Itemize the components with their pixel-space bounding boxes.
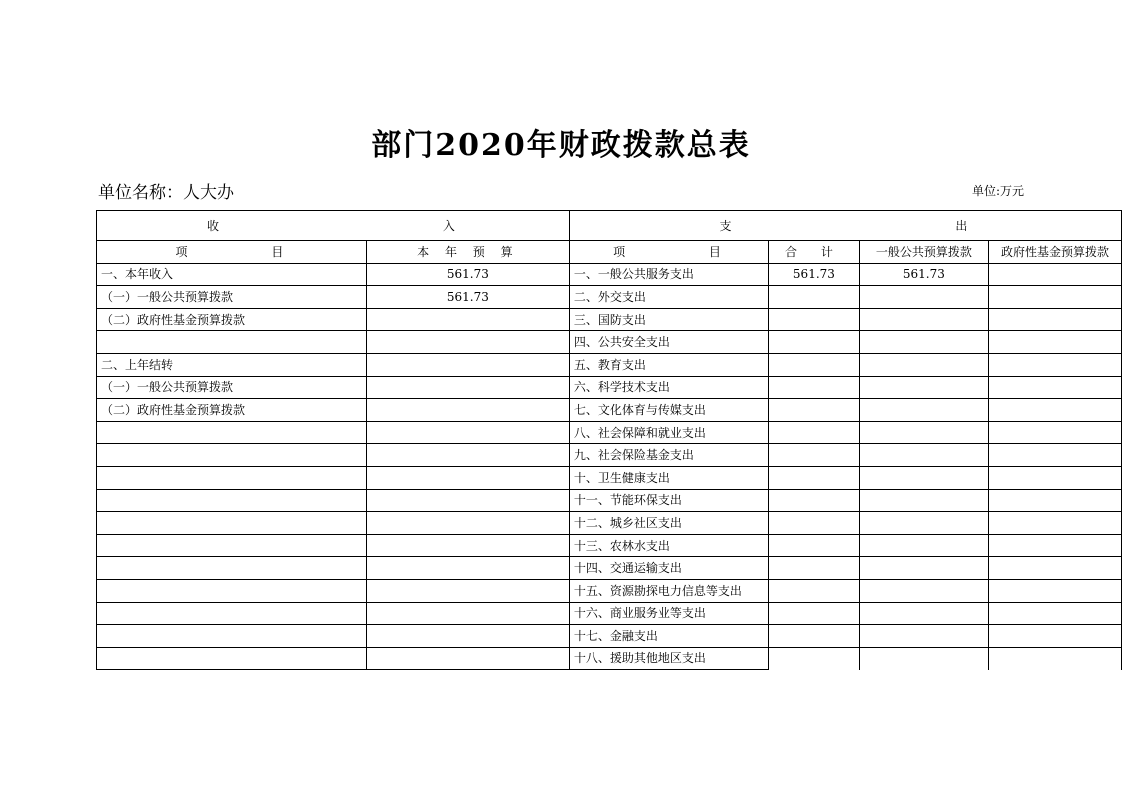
table-row (97, 331, 1122, 354)
total-cell (769, 489, 860, 512)
general-budget-cell: 561.73 (859, 263, 988, 286)
income-item-cell (97, 579, 367, 602)
total-cell (769, 286, 860, 309)
general-budget-cell (859, 286, 988, 309)
section-header-row (97, 211, 1122, 241)
table-row (97, 579, 1122, 602)
total-cell (769, 534, 860, 557)
income-value-cell (366, 353, 569, 376)
income-value-cell (366, 489, 569, 512)
expense-item-cell: 八、社会保障和就业支出 (569, 421, 768, 444)
expense-item-cell: 十、卫生健康支出 (569, 466, 768, 489)
total-cell (769, 579, 860, 602)
total-cell (769, 353, 860, 376)
gov-fund-cell (989, 489, 1122, 512)
income-value-cell (366, 466, 569, 489)
expense-item-cell: 十五、资源勘探电力信息等支出 (569, 579, 768, 602)
gov-fund-cell (989, 308, 1122, 331)
total-cell (769, 331, 860, 354)
income-item-cell (97, 489, 367, 512)
general-budget-cell (859, 534, 988, 557)
income-item-cell: （一）一般公共预算拨款 (97, 376, 367, 399)
income-value-cell (366, 557, 569, 580)
income-value-cell (366, 625, 569, 648)
general-budget-cell (859, 489, 988, 512)
table-row (97, 489, 1122, 512)
gov-fund-cell (989, 512, 1122, 535)
col-general-budget-header: 一般公共预算拨款 (859, 241, 988, 264)
gov-fund-cell (989, 602, 1122, 625)
income-item-cell (97, 557, 367, 580)
income-item-cell (97, 647, 367, 670)
expense-header: 支 出 (569, 211, 1121, 241)
unit-name-label: 单位名称：人大办 (98, 183, 234, 203)
income-item-cell: （二）政府性基金预算拨款 (97, 308, 367, 331)
table-row (97, 534, 1122, 557)
total-cell (769, 466, 860, 489)
income-value-cell: 561.73 (366, 286, 569, 309)
general-budget-cell (859, 399, 988, 422)
income-item-cell (97, 602, 367, 625)
income-header: 收 入 (97, 211, 570, 241)
general-budget-cell (859, 602, 988, 625)
general-budget-cell (859, 512, 988, 535)
income-value-cell (366, 421, 569, 444)
table-row (97, 625, 1122, 648)
gov-fund-cell (989, 444, 1122, 467)
general-budget-cell (859, 353, 988, 376)
expense-item-cell: 三、国防支出 (569, 308, 768, 331)
gov-fund-cell (989, 625, 1122, 648)
income-item-cell (97, 534, 367, 557)
gov-fund-cell (989, 534, 1122, 557)
income-value-cell (366, 444, 569, 467)
total-cell (769, 421, 860, 444)
income-item-cell (97, 331, 367, 354)
expense-item-cell: 七、文化体育与传媒支出 (569, 399, 768, 422)
table-row (97, 602, 1122, 625)
expense-item-cell: 六、科学技术支出 (569, 376, 768, 399)
total-cell (769, 399, 860, 422)
table-row (97, 444, 1122, 467)
gov-fund-cell (989, 557, 1122, 580)
expense-item-cell: 十八、援助其他地区支出 (569, 647, 768, 670)
income-value-cell (366, 647, 569, 670)
gov-fund-cell (989, 286, 1122, 309)
total-cell (769, 512, 860, 535)
income-value-cell (366, 399, 569, 422)
gov-fund-cell (989, 376, 1122, 399)
general-budget-cell (859, 376, 988, 399)
expense-item-cell: 十六、商业服务业等支出 (569, 602, 768, 625)
total-cell (769, 647, 860, 670)
table-row (97, 353, 1122, 376)
table-row (97, 466, 1122, 489)
income-item-cell (97, 512, 367, 535)
page-title: 部门2020年财政拨款总表 (371, 128, 751, 163)
gov-fund-cell (989, 331, 1122, 354)
income-value-cell (366, 376, 569, 399)
general-budget-cell (859, 331, 988, 354)
income-value-cell (366, 331, 569, 354)
table-row (97, 263, 1122, 286)
income-item-cell (97, 625, 367, 648)
col-current-budget-header: 本 年 预 算 (366, 241, 569, 264)
unit-currency-label: 单位:万元 (971, 184, 1024, 198)
income-value-cell (366, 602, 569, 625)
general-budget-cell (859, 466, 988, 489)
table-row (97, 308, 1122, 331)
total-cell: 561.73 (769, 263, 860, 286)
table-row (97, 557, 1122, 580)
col-gov-fund-header: 政府性基金预算拨款 (989, 241, 1122, 264)
general-budget-cell (859, 625, 988, 648)
col-item2-header: 项 目 (569, 241, 768, 264)
income-value-cell (366, 512, 569, 535)
total-cell (769, 376, 860, 399)
expense-item-cell: 五、教育支出 (569, 353, 768, 376)
expense-item-cell: 九、社会保险基金支出 (569, 444, 768, 467)
gov-fund-cell (989, 353, 1122, 376)
income-value-cell: 561.73 (366, 263, 569, 286)
total-cell (769, 308, 860, 331)
income-item-cell: （一）一般公共预算拨款 (97, 286, 367, 309)
total-cell (769, 557, 860, 580)
table-row (97, 647, 1122, 670)
expense-item-cell: 一、一般公共服务支出 (569, 263, 768, 286)
table-row (97, 376, 1122, 399)
general-budget-cell (859, 647, 988, 670)
table-row (97, 512, 1122, 535)
income-item-cell: （二）政府性基金预算拨款 (97, 399, 367, 422)
income-value-cell (366, 308, 569, 331)
total-cell (769, 602, 860, 625)
total-cell (769, 625, 860, 648)
column-header-row (97, 241, 1122, 264)
income-item-cell (97, 421, 367, 444)
budget-table (96, 210, 1122, 670)
table-row (97, 399, 1122, 422)
general-budget-cell (859, 579, 988, 602)
income-item-cell: 二、上年结转 (97, 353, 367, 376)
income-item-cell: 一、本年收入 (97, 263, 367, 286)
general-budget-cell (859, 444, 988, 467)
income-value-cell (366, 579, 569, 602)
expense-item-cell: 十三、农林水支出 (569, 534, 768, 557)
gov-fund-cell (989, 466, 1122, 489)
col-item-header: 项 目 (97, 241, 367, 264)
expense-item-cell: 十七、金融支出 (569, 625, 768, 648)
expense-item-cell: 四、公共安全支出 (569, 331, 768, 354)
expense-item-cell: 二、外交支出 (569, 286, 768, 309)
expense-item-cell: 十四、交通运输支出 (569, 557, 768, 580)
expense-item-cell: 十一、节能环保支出 (569, 489, 768, 512)
income-value-cell (366, 534, 569, 557)
general-budget-cell (859, 308, 988, 331)
gov-fund-cell (989, 579, 1122, 602)
general-budget-cell (859, 421, 988, 444)
expense-item-cell: 十二、城乡社区支出 (569, 512, 768, 535)
total-cell (769, 444, 860, 467)
col-total-header: 合 计 (769, 241, 860, 264)
gov-fund-cell (989, 647, 1122, 670)
gov-fund-cell (989, 421, 1122, 444)
table-row (97, 421, 1122, 444)
income-item-cell (97, 444, 367, 467)
gov-fund-cell (989, 263, 1122, 286)
general-budget-cell (859, 557, 988, 580)
gov-fund-cell (989, 399, 1122, 422)
table-row (97, 286, 1122, 309)
income-item-cell (97, 466, 367, 489)
